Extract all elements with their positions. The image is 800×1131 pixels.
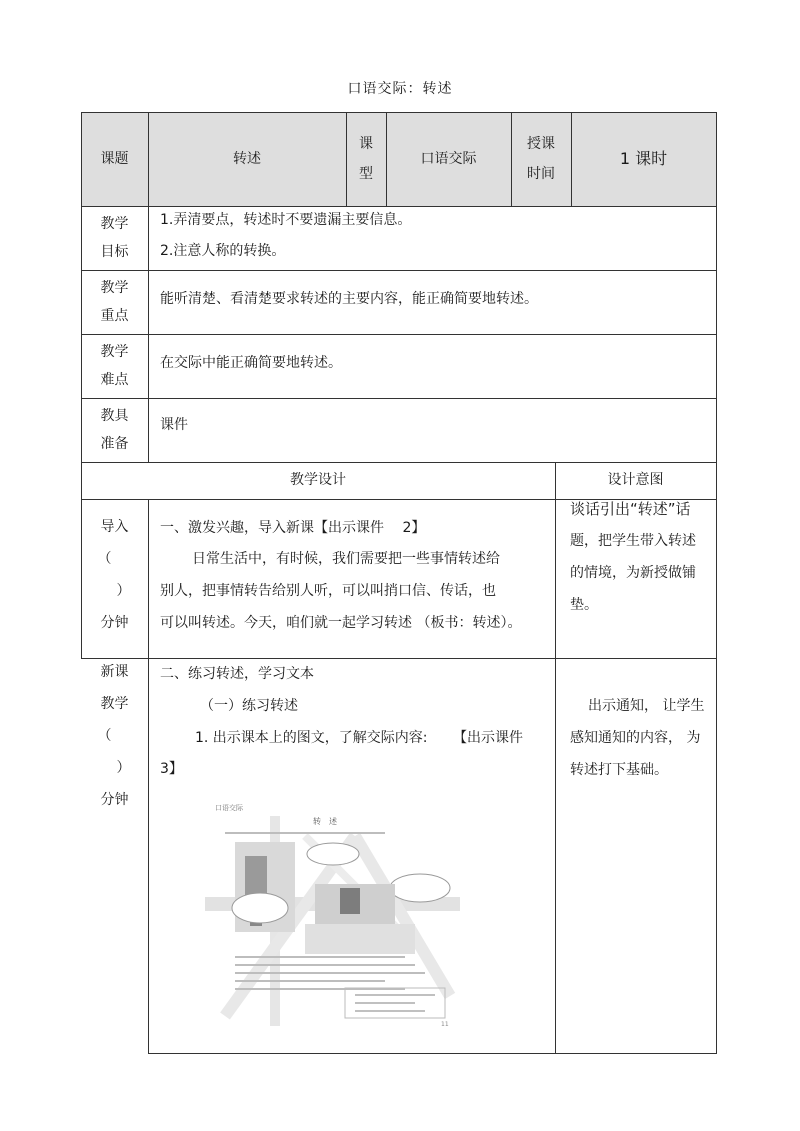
goal-line-1: 1.弄清要点，转述时不要遗漏主要信息。	[160, 212, 412, 228]
difficulty-line: 在交际中能正确简要地转述。	[160, 355, 342, 371]
textbook-page-image	[205, 796, 460, 1032]
document-title: 口语交际：转述	[347, 81, 453, 97]
row-focus-label: 教学重点	[100, 280, 129, 324]
section1-line-3: 可以叫转述。今天，咱们就一起学习转述 （板书：转述）。	[160, 615, 522, 631]
section2-label: 新课 教学 （ ） 分钟	[97, 664, 131, 808]
textbook-title: 转 述	[313, 817, 337, 826]
header-type-label: 课型	[359, 136, 373, 182]
section1-label: 导入 （ ） 分钟	[97, 519, 131, 631]
section2-sub: （一）练习转述	[200, 698, 298, 714]
tools-line: 课件	[160, 417, 188, 433]
row-tools-label: 教具准备	[100, 408, 129, 452]
intent-heading: 设计意图	[607, 472, 664, 489]
goal-line-2: 2.注意人称的转换。	[160, 243, 286, 259]
section2-intent: 出示通知， 让学生 感知通知的内容， 为 转述打下基础。	[570, 698, 705, 778]
header-time-value: 1 课时	[619, 148, 668, 168]
section2-item-cont: 3】	[160, 761, 183, 777]
section1-heading: 一、激发兴趣，导入新课【出示课件 2】	[160, 520, 426, 536]
section1-line-2: 别人，把事情转告给别人听，可以叫捎口信、传话，也	[160, 583, 496, 599]
header-course-value: 转述	[233, 150, 261, 167]
section2-item: 1. 出示课本上的图文，了解交际内容: 【出示课件	[195, 730, 523, 746]
textbook-header: 口语交际	[215, 804, 243, 812]
header-course-label: 课题	[100, 150, 129, 167]
header-time-label: 授课时间	[527, 136, 555, 182]
section1-intent: 谈话引出“转述”话 题，把学生带入转述 的情境，为新授做铺 垫。	[570, 500, 696, 613]
row-goals-label: 教学目标	[100, 216, 129, 260]
row-difficulty-label: 教学难点	[100, 344, 129, 388]
section1-line-1: 日常生活中，有时候，我们需要把一些事情转述给	[192, 551, 500, 567]
textbook-page-number: 11	[441, 1021, 449, 1028]
header-type-value: 口语交际	[420, 150, 477, 167]
section2-heading: 二、练习转述，学习文本	[160, 666, 314, 682]
design-heading: 教学设计	[290, 472, 346, 489]
focus-line: 能听清楚、看清楚要求转述的主要内容，能正确简要地转述。	[160, 291, 538, 307]
